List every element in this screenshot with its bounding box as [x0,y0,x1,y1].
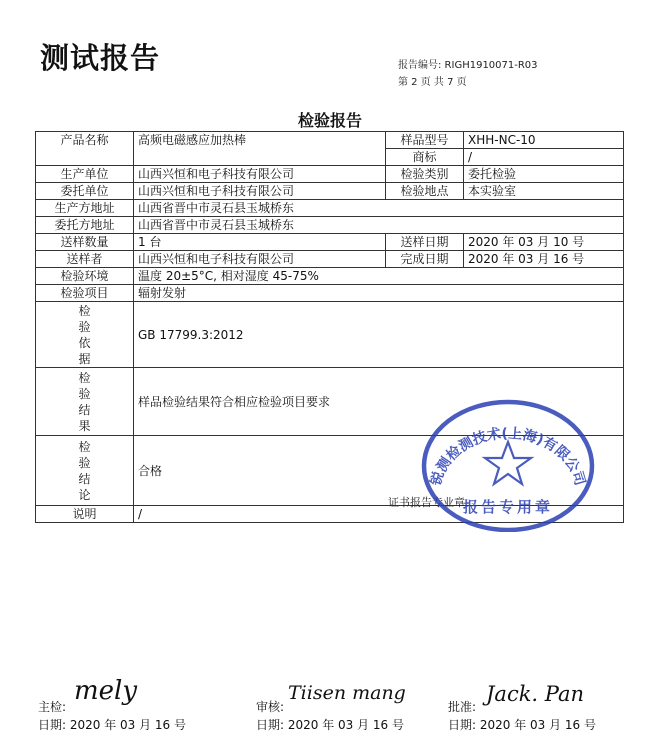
manufacturer-value: 山西兴恒和电子科技有限公司 [134,166,386,183]
approver-signature: Jack. Pan [486,682,585,706]
environment-value: 温度 20±5°C, 相对湿度 45-75% [134,268,624,285]
inspector-label: 主检: [38,700,67,714]
svg-text:报告专用章: 报告专用章 [462,498,554,516]
reviewer-signature: Tiisen mang [288,682,406,704]
report-number: 报告编号: RIGH1910071-R03 [398,60,538,71]
svg-text:锐测检测技术(上海)有限公司: 锐测检测技术(上海)有限公司 [428,425,588,488]
product-name-label: 产品名称 [36,132,134,166]
client-value: 山西兴恒和电子科技有限公司 [134,183,386,200]
location-label: 检验地点 [386,183,464,200]
approver-signature-block [448,676,648,732]
document-title: 测试报告 [40,41,161,75]
inspection-type-value: 委托检验 [464,166,624,183]
reviewer-label: 审核: [256,700,285,714]
product-name-value: 高频电磁感应加热棒 [134,132,386,166]
inspection-type-label: 检验类别 [386,166,464,183]
sender-value: 山西兴恒和电子科技有限公司 [134,251,386,268]
inspector-date: 日期: 2020 年 03 月 16 号 [38,718,187,732]
page-info: 第 2 页 共 7 页 [398,77,467,88]
manufacturer-label: 生产单位 [36,166,134,183]
basis-value: GB 17799.3:2012 [134,302,624,368]
quantity-value: 1 台 [134,234,386,251]
item-label: 检验项目 [36,285,134,302]
model-label: 样品型号 [386,132,464,149]
reviewer-signature-block [256,676,446,732]
sender-label: 送样者 [36,251,134,268]
report-subtitle: 检验报告 [297,111,362,130]
mfr-address-label: 生产方地址 [36,200,134,217]
send-date-value: 2020 年 03 月 10 号 [464,234,624,251]
result-label: 检 验 结 果 [36,368,134,436]
basis-label: 检 验 依 据 [36,302,134,368]
quantity-label: 送样数量 [36,234,134,251]
send-date-label: 送样日期 [386,234,464,251]
conclusion-label: 检 验 结 论 [36,436,134,506]
client-address-value: 山西省晋中市灵石县玉城桥东 [134,217,624,234]
certificate-text: 证书报告专业章 [388,496,465,509]
environment-label: 检验环境 [36,268,134,285]
conclusion-value: 合格 [134,436,624,506]
item-value: 辐射发射 [134,285,624,302]
trademark-label: 商标 [386,149,464,166]
reviewer-date: 日期: 2020 年 03 月 16 号 [256,718,405,732]
approver-label: 批准: [448,700,477,714]
client-label: 委托单位 [36,183,134,200]
finish-date-value: 2020 年 03 月 16 号 [464,251,624,268]
model-value: XHH-NC-10 [464,132,624,149]
approver-date: 日期: 2020 年 03 月 16 号 [448,718,597,732]
mfr-address-value: 山西省晋中市灵石县玉城桥东 [134,200,624,217]
location-value: 本实验室 [464,183,624,200]
trademark-value: / [464,149,624,166]
result-value: 样品检验结果符合相应检验项目要求 [134,368,624,436]
finish-date-label: 完成日期 [386,251,464,268]
client-address-label: 委托方地址 [36,217,134,234]
remark-label: 说明 [36,506,134,523]
inspector-signature: mely [74,676,138,706]
remark-value: / [134,506,624,523]
company-seal [420,396,596,532]
inspector-signature-block [38,676,228,732]
